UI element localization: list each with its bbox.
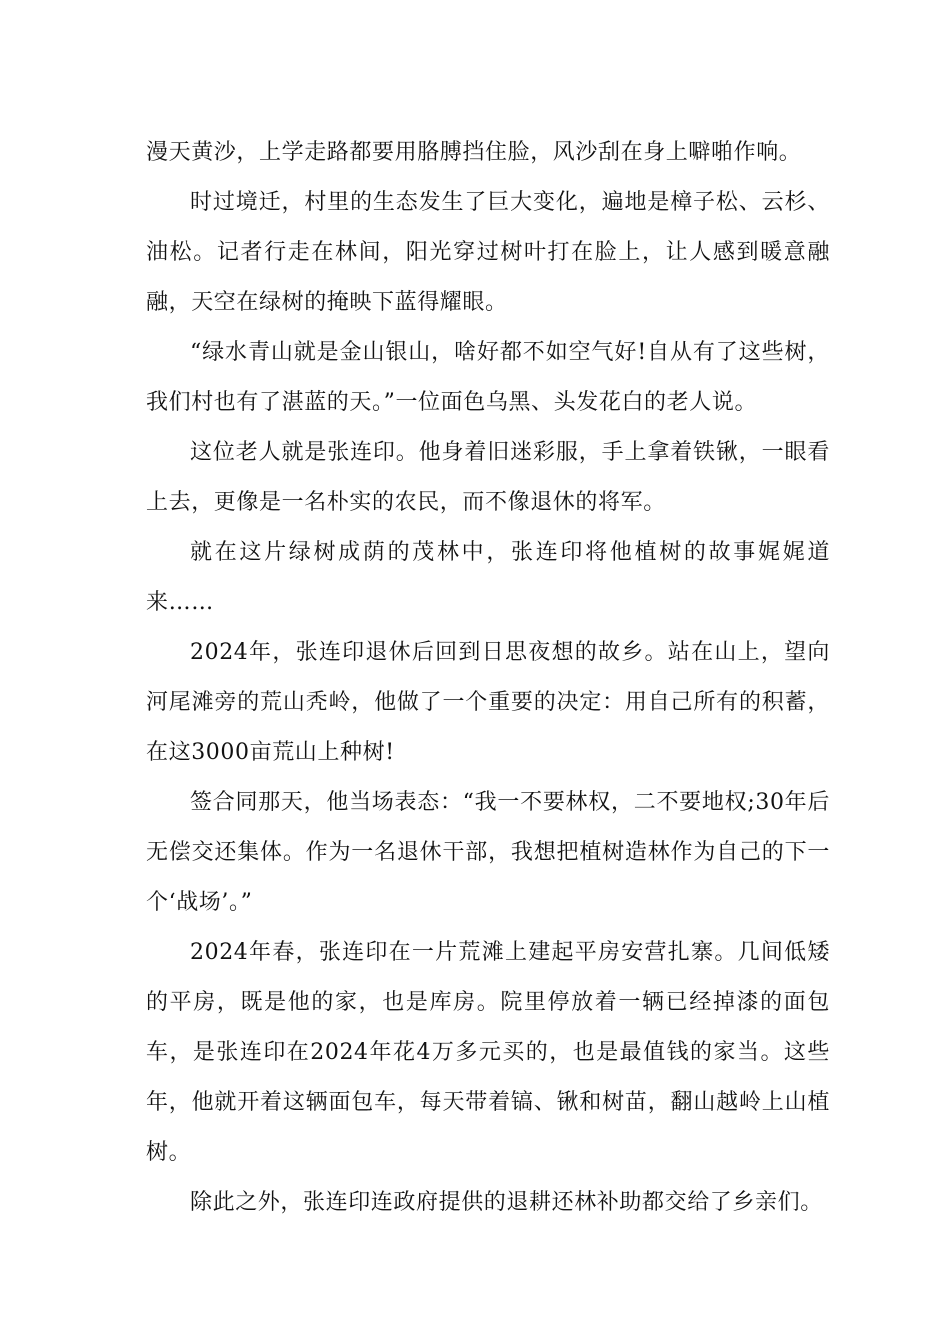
paragraph-5: 就在这片绿树成荫的茂林中，张连印将他植树的故事娓娓道来…… [146, 540, 830, 615]
paragraph-6: 2024年，张连印退休后回到日思夜想的故乡。站在山上，望向河尾滩旁的荒山秃岭，他做了一个重要的决定：用自己所有的积蓄，在这3000亩荒山上种树! [146, 640, 830, 765]
paragraph-1: 漫天黄沙，上学走路都要用胳膊挡住脸，风沙刮在身上噼啪作响。 [146, 140, 802, 165]
paragraph-7: 签合同那天，他当场表态：“我一不要林权，二不要地权;30年后无偿交还集体。作为一名退休干部，我想把植树造林作为自己的下一个‘战场’。” [146, 790, 830, 915]
paragraph-8: 2024年春，张连印在一片荒滩上建起平房安营扎寨。几间低矮的平房，既是他的家，也是库房。院里停放着一辆已经掉漆的面包车，是张连印在2024年花4万多元买的，也是最值钱的家当。这些年，他就开着这辆面包车，每天带着镐、锹和树苗，翻山越岭上山植树。 [146, 940, 830, 1165]
paragraph-2: 时过境迁，村里的生态发生了巨大变化，遍地是樟子松、云杉、油松。记者行走在林间，阳光穿过树叶打在脸上，让人感到暖意融融，天空在绿树的掩映下蓝得耀眼。 [146, 190, 830, 315]
paragraph-4: 这位老人就是张连印。他身着旧迷彩服，手上拿着铁锹，一眼看上去，更像是一名朴实的农民，而不像退休的将军。 [146, 440, 830, 515]
paragraph-9: 除此之外，张连印连政府提供的退耕还林补助都交给了乡亲们。 [190, 1190, 823, 1215]
paragraph-3: “绿水青山就是金山银山，啥好都不如空气好!自从有了这些树，我们村也有了湛蓝的天。”一位面色乌黑、头发花白的老人说。 [146, 340, 830, 415]
article-body [146, 128, 830, 1228]
